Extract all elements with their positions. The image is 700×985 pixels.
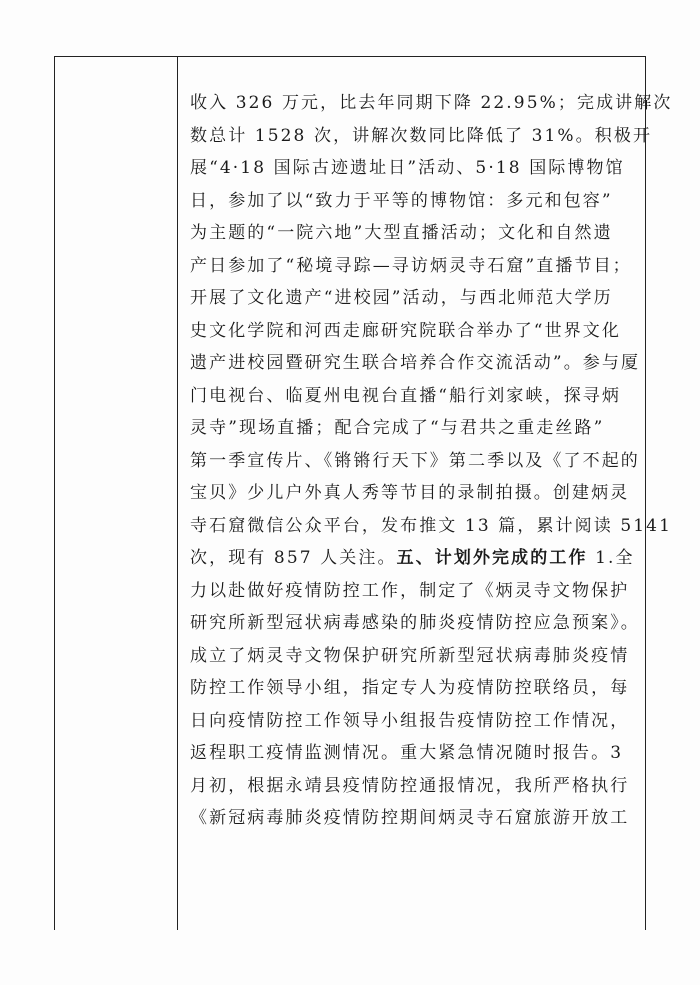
- text-line-8: 史文化学院和河西走廊研究院联合举办了“世界文化: [190, 320, 621, 341]
- text-line-7: 开展了文化遗产“进校园”活动，与西北师范大学历: [190, 288, 613, 308]
- text-line-16: 力以赴做好疫情防控工作，制定了《炳灵寺文物保护: [190, 580, 630, 601]
- text-line-20: 日向疫情防控工作领导小组报告疫情防控工作情况，: [190, 710, 630, 731]
- text-line-13: 宝贝》少儿户外真人秀等节目的录制拍摄。创建炳灵: [190, 483, 630, 503]
- text-line-2: 数总计 1528 次，讲解次数同比降低了 31%。积极开: [190, 125, 653, 146]
- report-table: [54, 56, 673, 930]
- text-line-10: 门电视台、临夏州电视台直播“船行刘家峡，探寻炳: [190, 385, 621, 406]
- text-line-22: 月初，根据永靖县疫情防控通报情况，我所严格执行: [190, 775, 630, 796]
- text-line-17: 研究所新型冠状病毒感染的肺炎疫情防控应急预案》。: [190, 613, 640, 633]
- text-line-15: [190, 542, 635, 575]
- table-content-cell: [178, 57, 673, 930]
- text-line-15-before: 次，现有 857 人关注。: [190, 548, 397, 568]
- text-line-1: 收入 326 万元，比去年同期下降 22.95%；完成讲解次: [190, 93, 673, 113]
- text-line-19: 防控工作领导小组，指定专人为疫情防控联络员，每: [190, 678, 630, 698]
- text-line-12: 第一季宣传片、《锵锵行天下》第二季以及《了不起的: [190, 450, 640, 471]
- text-line-11: 灵寺”现场直播；配合完成了“与君共之重走丝路”: [190, 418, 605, 438]
- text-line-5: 为主题的“一院六地”大型直播活动；文化和自然遗: [190, 223, 613, 243]
- text-line-14: 寺石窟微信公众平台，发布推文 13 篇，累计阅读 5141: [190, 515, 673, 536]
- text-line-15-after: 1.全: [587, 548, 635, 568]
- text-line-18: 成立了炳灵寺文物保护研究所新型冠状病毒肺炎疫情: [190, 645, 630, 666]
- text-line-21: 返程职工疫情监测情况。重大紧急情况随时报告。3: [190, 743, 624, 763]
- text-line-4: 日，参加了以“致力于平等的博物馆：多元和包容”: [190, 190, 613, 211]
- text-line-6: 产日参加了“秘境寻踪—寻访炳灵寺石窟”直播节目；: [190, 255, 632, 276]
- section-heading-five: 五、计划外完成的工作: [396, 548, 588, 568]
- text-line-3: 展“4·18 国际古迹遗址日”活动、5·18 国际博物馆: [190, 158, 625, 178]
- table-label-cell: [55, 57, 178, 930]
- text-line-9: 遗产进校园暨研究生联合培养合作交流活动”。参与厦: [190, 353, 641, 373]
- text-line-23: 《新冠病毒肺炎疫情防控期间炳灵寺石窟旅游开放工: [190, 808, 630, 828]
